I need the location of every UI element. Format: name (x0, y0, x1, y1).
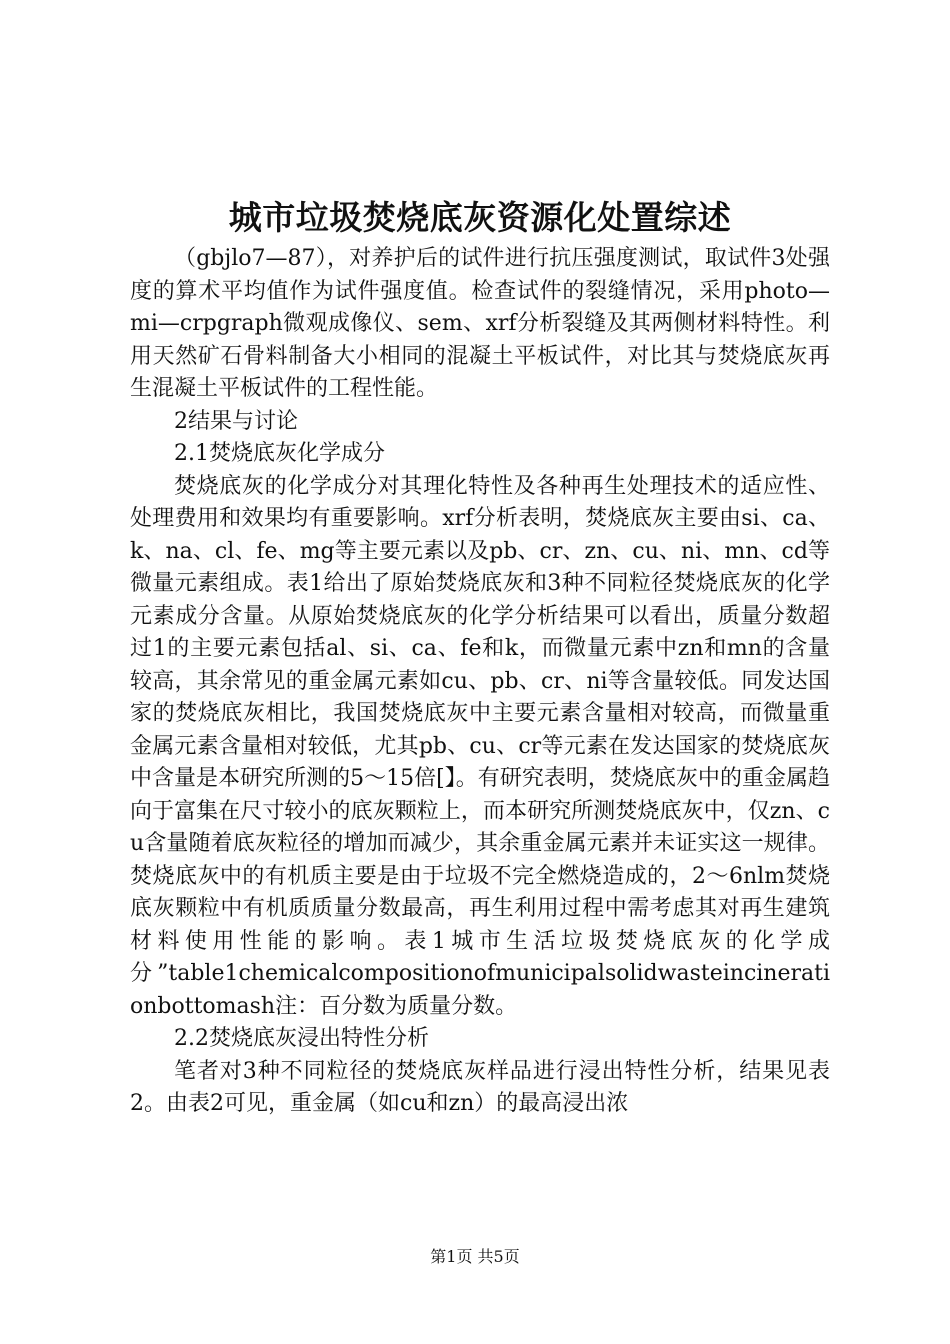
subsection-heading-chemical: 2.1焚烧底灰化学成分 (174, 441, 385, 466)
paragraph-table-caption: 分”table1chemicalcompositionofmunicipalsolidwasteincinerationbottomash注：百分数为质量分数。 (130, 961, 830, 1019)
paragraph-leaching: 笔者对3种不同粒径的焚烧底灰样品进行浸出特性分析，结果见表2。由表2可见，重金属（如cu和zn）的最高浸出浓 (130, 1058, 830, 1116)
document-page (130, 180, 830, 1121)
page-footer: 第1页 共5页 (430, 1247, 520, 1266)
document-title: 城市垃圾焚烧底灰资源化处置综述 (228, 198, 732, 237)
subsection-heading-leaching: 2.2焚烧底灰浸出特性分析 (174, 1026, 429, 1051)
section-heading-results: 2结果与讨论 (174, 408, 298, 434)
paragraph-test-method: （gbjlo7—87），对养护后的试件进行抗压强度测试，取试件3处强度的算术平均值作为试件强度值。检查试件的裂缝情况，采用photo—mi—crpgraph微观成像仪、sem、xrf分析裂缝及其两侧材料特性。利用天然矿石骨料制备大小相同的混凝土平板试件，对比其与焚烧底灰再生混凝土平板试件的工程性能。 (130, 246, 830, 401)
paragraph-chemical-composition: 焚烧底灰的化学成分对其理化特性及各种再生处理技术的适应性、处理费用和效果均有重要影响。xrf分析表明，焚烧底灰主要由si、ca、k、na、cl、fe、mg等主要元素以及pb、cr、zn、cu、ni、mn、cd等微量元素组成。表1给出了原始焚烧底灰和3种不同粒径焚烧底灰的化学元素成分含量。从原始焚烧底灰的化学分析结果可以看出，质量分数超过1的主要元素包括al、si、ca、fe和k，而微量元素中zn和mn的含量较高，其余常见的重金属元素如cu、pb、cr、ni等含量较低。同发达国家的焚烧底灰相比，我国焚烧底灰中主要元素含量相对较高，而微量重金属元素含量相对较低，尤其pb、cu、cr等元素在发达国家的焚烧底灰中含量是本研究所测的5～15倍[】。有研究表明，焚烧底灰中的重金属趋向于富集在尺寸较小的底灰颗粒上，而本研究所测焚烧底灰中，仅zn、cu含量随着底灰粒径的增加而减少，其余重金属元素并未证实这一规律。焚烧底灰中的有机质主要是由于垃圾不完全燃烧造成的，2～6nlm焚烧底灰颗粒中有机质质量分数最高，再生利用过程中需考虑其对再生建筑材料使用性能的影响。表1城市生活垃圾焚烧底灰的化学成 (130, 473, 830, 954)
